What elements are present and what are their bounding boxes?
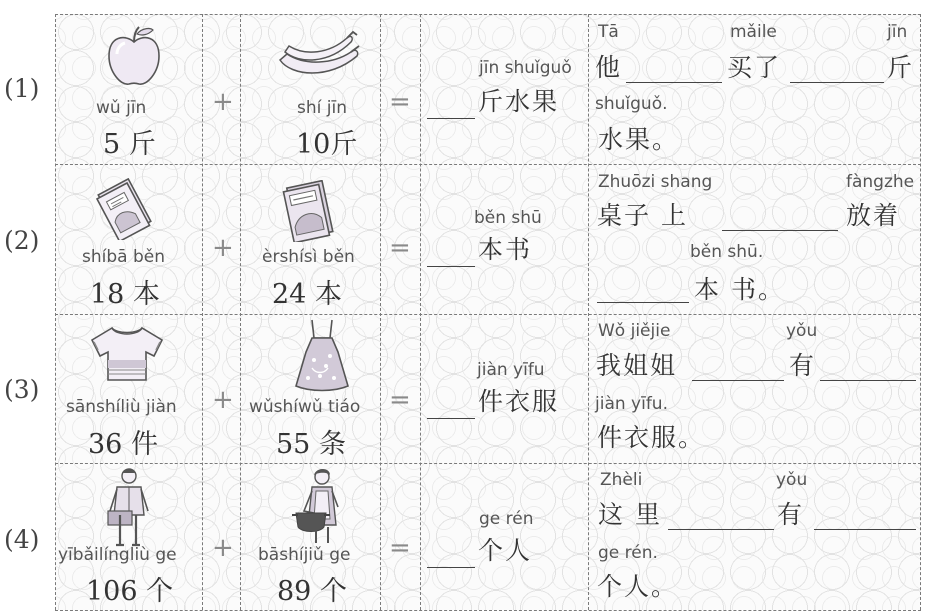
sentence-pinyin-2: yǒu — [776, 470, 808, 490]
sentence-chars-1: 桌子 上 — [597, 201, 688, 230]
sentence-pinyin-2: fàngzhe — [846, 172, 915, 192]
sentence-pinyin-3: ge rén. — [598, 543, 658, 563]
book-icon — [278, 180, 340, 242]
sentence-chars-3: 件衣服。 — [597, 423, 706, 452]
item2-quantity: 89 个 — [277, 576, 347, 607]
woman-cooking-icon — [290, 467, 350, 545]
sentence-pinyin-1: Zhèli — [600, 470, 643, 490]
sentence-chars-1: 他 — [595, 53, 623, 82]
equals-sign: = — [389, 233, 411, 263]
apple-icon — [105, 24, 163, 88]
answer-pinyin: jīn shuǐguǒ — [479, 58, 572, 78]
plus-sign: + — [212, 87, 234, 117]
answer-pinyin: běn shū — [474, 208, 542, 228]
sentence-blank-2[interactable] — [597, 268, 689, 303]
item2-quantity: 55 条 — [276, 429, 346, 460]
item1-quantity: 106 个 — [86, 576, 174, 607]
row-number: (4) — [4, 525, 40, 554]
item1-pinyin: yībǎilíngliù ge — [58, 545, 177, 565]
item2-pinyin: shí jīn — [297, 98, 347, 118]
answer-chars: 斤水果 — [478, 87, 560, 116]
row-number: (3) — [4, 375, 40, 404]
equals-sign: = — [389, 87, 411, 117]
item1-quantity: 18 本 — [90, 279, 160, 310]
item1-pinyin: wǔ jīn — [96, 98, 147, 118]
row-number: (2) — [4, 226, 40, 255]
sentence-pinyin-1: Wǒ jiějie — [598, 321, 671, 341]
answer-blank[interactable] — [427, 226, 475, 267]
sentence-chars-2: 买了 — [727, 53, 782, 82]
sentence-pinyin-3: běn shū. — [690, 242, 764, 262]
book-icon — [94, 178, 156, 240]
row-number: (1) — [4, 74, 40, 103]
sentence-blank-2[interactable] — [790, 48, 884, 83]
sentence-chars-2: 有 — [777, 500, 805, 529]
item1-quantity: 5 斤 — [103, 129, 156, 160]
sentence-pinyin-2: yǒu — [786, 321, 818, 341]
sentence-pinyin-2: mǎile — [730, 22, 777, 42]
item2-pinyin: èrshísì běn — [262, 247, 355, 267]
answer-pinyin: ge rén — [479, 509, 534, 529]
sentence-blank-2[interactable] — [814, 495, 916, 530]
sentence-blank-1[interactable] — [692, 346, 784, 381]
sentence-chars-1: 这 里 — [598, 500, 662, 529]
banana-icon — [277, 30, 363, 86]
item2-quantity: 10斤 — [296, 129, 358, 160]
sentence-chars-3: 本 书。 — [694, 275, 785, 304]
sentence-blank-1[interactable] — [668, 495, 774, 530]
exercise-row-1 — [0, 14, 931, 164]
sentence-pinyin-1: Zhuōzi shang — [598, 172, 713, 192]
answer-chars: 个人 — [478, 536, 533, 565]
answer-blank[interactable] — [427, 378, 475, 419]
sentence-chars-2: 有 — [789, 351, 817, 380]
shirt-icon — [88, 322, 166, 384]
exercise-row-3 — [0, 314, 931, 463]
sentence-pinyin-3: jiàn yīfu. — [595, 394, 668, 414]
plus-sign: + — [212, 385, 234, 415]
sentence-chars-4: 水果。 — [598, 125, 680, 154]
sentence-chars-3: 个人。 — [597, 572, 679, 601]
answer-pinyin: jiàn yīfu — [477, 360, 545, 380]
sentence-chars-2: 放着 — [846, 201, 901, 230]
grid-line — [55, 610, 921, 611]
item1-pinyin: shíbā běn — [82, 247, 165, 267]
sentence-chars-3: 斤 — [887, 53, 915, 82]
sentence-blank-1[interactable] — [722, 196, 838, 231]
answer-blank[interactable] — [427, 78, 475, 119]
answer-chars: 件衣服 — [478, 387, 560, 416]
sentence-pinyin-1: Tā — [598, 22, 619, 42]
equals-sign: = — [389, 385, 411, 415]
sentence-chars-1: 我姐姐 — [596, 351, 678, 380]
exercise-row-2 — [0, 164, 931, 314]
item2-pinyin: wǔshíwǔ tiáo — [249, 397, 361, 417]
item2-quantity: 24 本 — [272, 279, 342, 310]
sentence-pinyin-3: jīn — [887, 22, 908, 42]
item1-quantity: 36 件 — [88, 429, 158, 460]
answer-blank[interactable] — [427, 527, 475, 568]
dress-icon — [294, 318, 350, 392]
plus-sign: + — [212, 233, 234, 263]
answer-chars: 本书 — [478, 235, 533, 264]
item2-pinyin: bāshíjiǔ ge — [258, 545, 351, 565]
equals-sign: = — [389, 533, 411, 563]
sentence-blank-2[interactable] — [820, 346, 916, 381]
sentence-blank-1[interactable] — [626, 48, 722, 83]
man-figure-icon — [104, 467, 154, 547]
exercise-row-4 — [0, 463, 931, 610]
sentence-pinyin-4: shuǐguǒ. — [595, 94, 668, 114]
plus-sign: + — [212, 533, 234, 563]
item1-pinyin: sānshíliù jiàn — [66, 397, 177, 417]
